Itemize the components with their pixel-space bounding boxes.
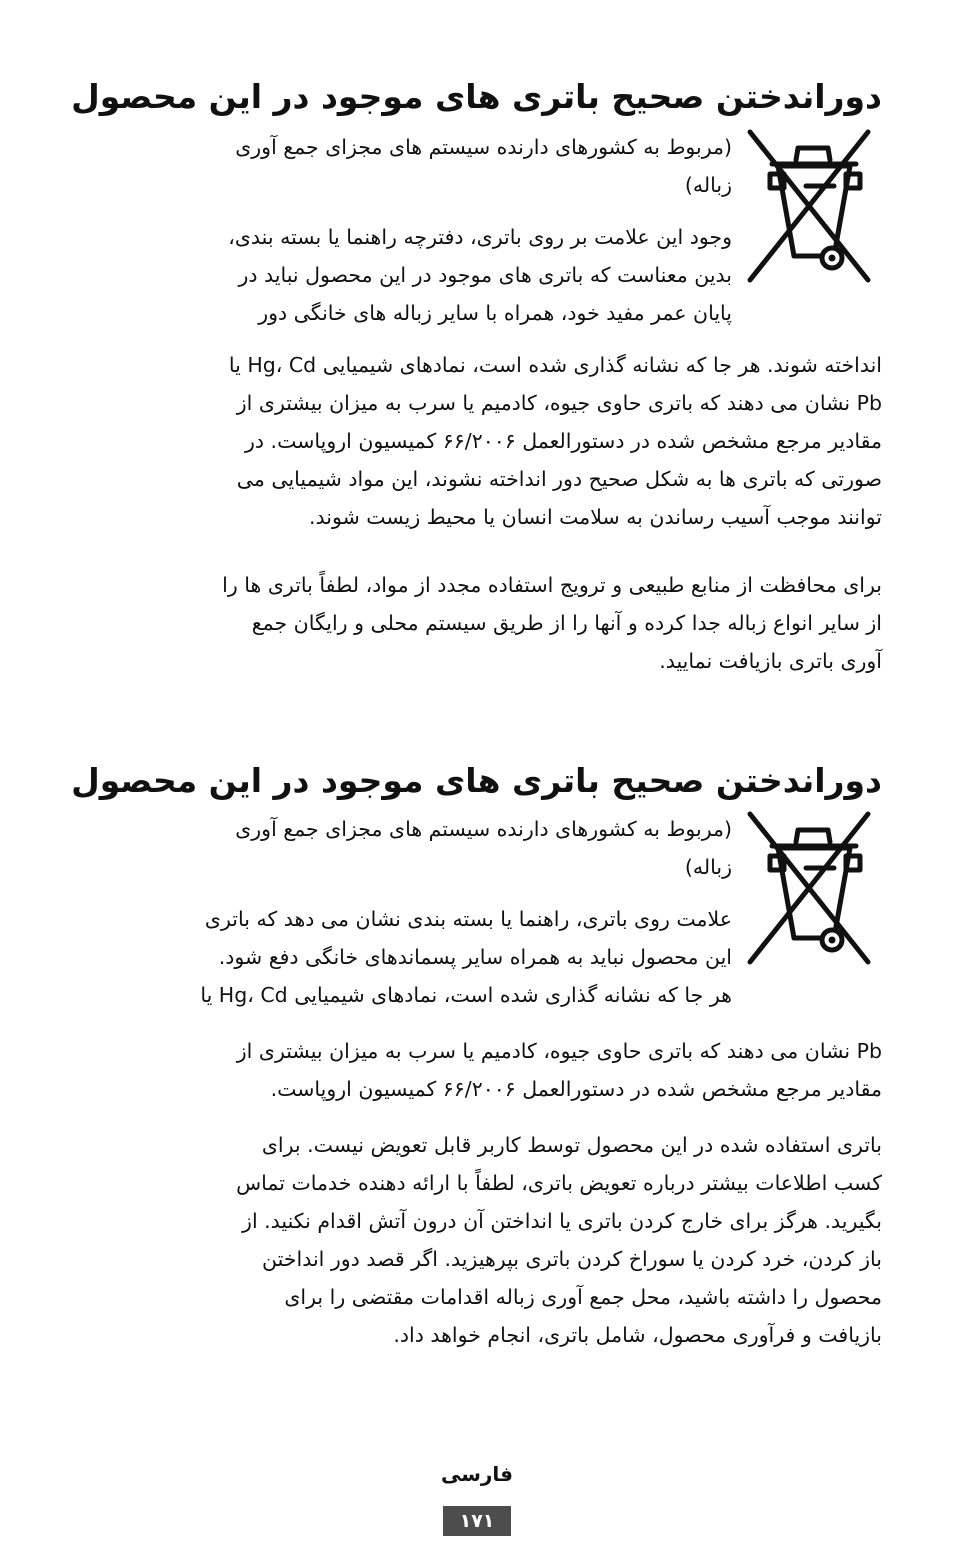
text-line: پایان عمر مفید خود، همراه با سایر زباله های خانگی دور [258, 301, 732, 325]
text-line: صورتی که باتری ها به شکل صحیح دور انداخته نشوند، این مواد شیمیایی می [236, 467, 882, 491]
text-line: بگیرید. هرگز برای خارج کردن باتری یا انداختن آن درون آتش اقدام نکنید. از [242, 1209, 882, 1233]
text-line: (مربوط به کشورهای دارنده سیستم های مجزای جمع آوری [235, 817, 732, 841]
text-line: مقادیر مرجع مشخص شده در دستورالعمل ۶۶/۲۰۰۶ کمیسیون اروپاست. در [245, 429, 882, 453]
crossed-out-bin-icon [746, 808, 872, 968]
section2-side-text [62, 810, 732, 1014]
footer-language-label: فارسی [440, 1462, 514, 1486]
page-number: ۱۷۱ [443, 1506, 511, 1536]
text-line: برای محافظت از منابع طبیعی و ترویج استفاده مجدد از مواد، لطفاً باتری ها را [222, 573, 882, 597]
text-line: محصول را داشته باشید، محل جمع آوری زباله اقدامات مقتضی را برای [284, 1285, 882, 1309]
section1-paragraph-2 [72, 566, 882, 680]
text-line: کسب اطلاعات بیشتر درباره تعویض باتری، لطفاً با ارائه دهنده خدمات تماس [236, 1171, 882, 1195]
text-line: آوری باتری بازیافت نمایید. [659, 649, 882, 673]
text-line: مقادیر مرجع مشخص شده در دستورالعمل ۶۶/۲۰۰۶ کمیسیون اروپاست. [270, 1077, 882, 1101]
text-line: Pb نشان می دهند که باتری حاوی جیوه، کادمیم یا سرب به میزان بیشتری از [236, 1039, 882, 1063]
section2-title: دوراندختن صحیح باتری های موجود در این محصول [71, 761, 882, 800]
text-line: از سایر انواع زباله جدا کرده و آنها را از طریق سیستم محلی و رایگان جمع [251, 611, 882, 635]
section1-title: دوراندختن صحیح باتری های موجود در این محصول [71, 77, 882, 116]
text-line: زباله) [684, 855, 732, 879]
text-line: این محصول نباید به همراه سایر پسماندهای خانگی دفع شود. [218, 945, 732, 969]
text-line: علامت روی باتری، راهنما یا بسته بندی نشان می دهد که باتری [204, 907, 732, 931]
section1-paragraph-1 [72, 346, 882, 536]
text-line: انداخته شوند. هر جا که نشانه گذاری شده است، نمادهای شیمیایی Hg، Cd یا [228, 353, 882, 377]
text-line: زباله) [684, 173, 732, 197]
text-line: بازیافت و فرآوری محصول، شامل باتری، انجام خواهد داد. [393, 1323, 882, 1347]
text-line: توانند موجب آسیب رساندن به سلامت انسان یا محیط زیست شوند. [309, 505, 882, 529]
text-line: بدین معناست که باتری های موجود در این محصول نباید در [238, 263, 732, 287]
crossed-out-bin-icon [746, 126, 872, 286]
section2-paragraph-2 [72, 1126, 882, 1354]
text-line: باتری استفاده شده در این محصول توسط کاربر قابل تعویض نیست. برای [261, 1133, 882, 1157]
section2-paragraph-1 [72, 1032, 882, 1108]
text-line: (مربوط به کشورهای دارنده سیستم های مجزای جمع آوری [235, 135, 732, 159]
text-line: باز کردن، خرد کردن یا سوراخ کردن باتری بپرهیزید. اگر قصد دور انداختن [262, 1247, 882, 1271]
section1-side-text [62, 128, 732, 332]
text-line: هر جا که نشانه گذاری شده است، نمادهای شیمیایی Hg، Cd یا [200, 983, 732, 1007]
text-line: Pb نشان می دهند که باتری حاوی جیوه، کادمیم یا سرب به میزان بیشتری از [236, 391, 882, 415]
text-line: وجود این علامت بر روی باتری، دفترچه راهنما یا بسته بندی، [228, 225, 732, 249]
